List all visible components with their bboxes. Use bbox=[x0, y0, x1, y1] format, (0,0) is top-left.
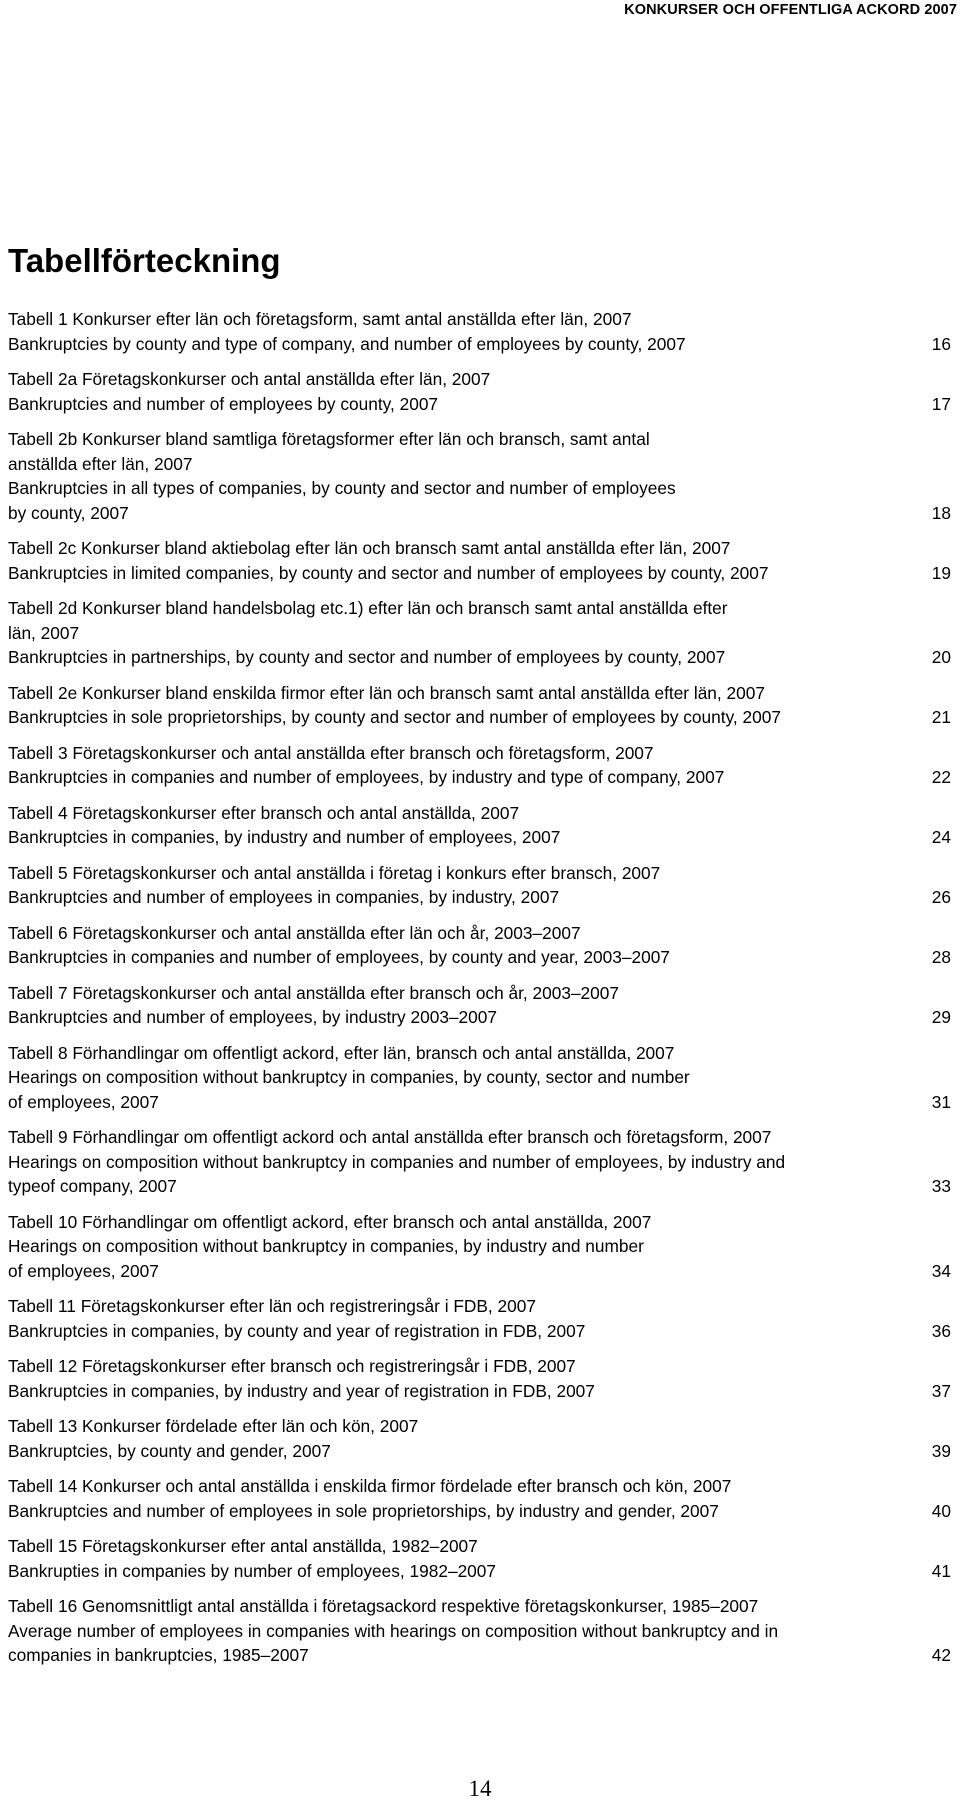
toc-entry-line: Bankrupties in companies by number of employees, 1982–2007 bbox=[8, 1560, 497, 1581]
toc-entry[interactable] bbox=[8, 307, 953, 356]
toc-entry[interactable] bbox=[8, 921, 953, 970]
toc-entry-line: Tabell 4 Företagskonkurser efter bransch och antal anställda, 2007 bbox=[8, 802, 520, 823]
toc-entry-page-number: 39 bbox=[931, 1440, 951, 1461]
toc-entry[interactable] bbox=[8, 1594, 953, 1668]
toc-entry-line: Bankruptcies and number of employees, by industry 2003–2007 bbox=[8, 1007, 497, 1027]
toc-entry-line: Tabell 14 Konkurser och antal anställda i enskilda firmor fördelade efter bransch och kön, 2007 bbox=[8, 1476, 732, 1496]
toc-entry-line: Average number of employees in companies with hearings on composition without bankruptcy and in bbox=[8, 1620, 779, 1641]
toc-entry-line: Tabell 2c Konkurser bland aktiebolag efter län och bransch samt antal anställda efter län, 2007 bbox=[8, 538, 731, 558]
toc-entry[interactable] bbox=[8, 1041, 953, 1115]
toc-entry-line: Hearings on composition without bankruptcy in companies, by county, sector and number bbox=[8, 1067, 690, 1087]
toc-entry-line: Bankruptcies in companies, by county and year of registration in FDB, 2007 bbox=[8, 1320, 586, 1341]
toc-entry-line: Tabell 16 Genomsnittligt antal anställda i företagsackord respektive företagskonkurser, 1985–2007 bbox=[8, 1596, 759, 1616]
toc-entry-line: Tabell 5 Företagskonkurser och antal anställda i företag i konkurs efter bransch, 2007 bbox=[8, 862, 661, 883]
page-title: Tabellförteckning bbox=[8, 242, 281, 279]
page-number: 14 bbox=[468, 1776, 492, 1801]
toc-entry-line: Bankruptcies in companies and number of employees, by county and year, 2003–2007 bbox=[8, 947, 670, 967]
toc-entry-page-number: 42 bbox=[931, 1645, 951, 1665]
toc-entry[interactable] bbox=[8, 741, 953, 790]
toc-entry-page-number: 36 bbox=[931, 1320, 951, 1341]
toc-entry-page-number: 31 bbox=[931, 1091, 951, 1112]
toc-entry-page-number: 40 bbox=[931, 1500, 951, 1521]
toc-entry-line: Tabell 1 Konkurser efter län och företagsform, samt antal anställda efter län, 2007 bbox=[8, 309, 632, 329]
toc-entry-line: Tabell 8 Förhandlingar om offentligt ackord, efter län, bransch och antal anställda, 2007 bbox=[8, 1042, 675, 1063]
toc-entry-line: Tabell 10 Förhandlingar om offentligt ackord, efter bransch och antal anställda, 2007 bbox=[8, 1211, 652, 1232]
toc-entry-line: companies in bankruptcies, 1985–2007 bbox=[8, 1645, 309, 1665]
toc-entry-line: Bankruptcies in sole proprietorships, by county and sector and number of employees by county, 2007 bbox=[8, 707, 781, 727]
toc-entry-page-number: 17 bbox=[931, 393, 951, 414]
toc-entry-page-number: 37 bbox=[931, 1380, 951, 1401]
toc-entry-line: Tabell 15 Företagskonkurser efter antal anställda, 1982–2007 bbox=[8, 1536, 478, 1556]
toc-entry[interactable] bbox=[8, 861, 953, 910]
toc-entry-page-number: 20 bbox=[931, 647, 951, 667]
toc-entry-page-number: 41 bbox=[931, 1560, 951, 1581]
toc-entry[interactable] bbox=[8, 1534, 953, 1583]
table-of-contents bbox=[8, 307, 953, 1679]
toc-entry-line: Tabell 13 Konkurser fördelade efter län och kön, 2007 bbox=[8, 1416, 419, 1436]
toc-entry-line: län, 2007 bbox=[8, 622, 80, 643]
toc-entry-page-number: 19 bbox=[931, 562, 951, 583]
toc-entry-page-number: 24 bbox=[931, 827, 951, 847]
toc-entry-line: Bankruptcies by county and type of company, and number of employees by county, 2007 bbox=[8, 333, 686, 354]
toc-entry-page-number: 34 bbox=[931, 1260, 951, 1281]
toc-entry-line: Hearings on composition without bankruptcy in companies and number of employees, by industry and bbox=[8, 1151, 786, 1172]
toc-entry-line: Bankruptcies in companies, by industry and number of employees, 2007 bbox=[8, 827, 561, 847]
toc-entry[interactable] bbox=[8, 1210, 953, 1284]
toc-entry-line: Bankruptcies in all types of companies, by county and sector and number of employees bbox=[8, 478, 676, 498]
toc-entry-page-number: 21 bbox=[931, 707, 951, 727]
toc-entry-page-number: 29 bbox=[931, 1007, 951, 1027]
toc-entry[interactable] bbox=[8, 536, 953, 585]
toc-entry[interactable] bbox=[8, 367, 953, 416]
toc-entry-line: of employees, 2007 bbox=[8, 1260, 159, 1281]
toc-entry-page-number: 33 bbox=[931, 1176, 951, 1196]
toc-entry-line: Tabell 9 Förhandlingar om offentligt ackord och antal anställda efter bransch och företagsform, 2007 bbox=[8, 1127, 772, 1147]
toc-entry[interactable] bbox=[8, 801, 953, 850]
toc-entry-line: Bankruptcies in limited companies, by county and sector and number of employees by county, 2007 bbox=[8, 562, 769, 583]
toc-entry[interactable] bbox=[8, 1414, 953, 1463]
toc-entry-line: Tabell 12 Företagskonkurser efter bransch och registreringsår i FDB, 2007 bbox=[8, 1356, 576, 1376]
toc-entry-line: of employees, 2007 bbox=[8, 1091, 159, 1112]
toc-entry-line: Bankruptcies and number of employees in companies, by industry, 2007 bbox=[8, 887, 560, 907]
toc-entry-line: Tabell 2a Företagskonkurser och antal anställda efter län, 2007 bbox=[8, 369, 491, 389]
toc-entry-line: Bankruptcies in companies and number of employees, by industry and type of company, 2007 bbox=[8, 767, 725, 787]
toc-entry-line: Tabell 11 Företagskonkurser efter län och registreringsår i FDB, 2007 bbox=[8, 1296, 536, 1316]
toc-entry-line: Bankruptcies and number of employees by county, 2007 bbox=[8, 393, 439, 414]
toc-entry-line: Tabell 2b Konkurser bland samtliga företagsformer efter län och bransch, samt antal bbox=[8, 429, 650, 449]
running-header: KONKURSER OCH OFFENTLIGA ACKORD 2007 bbox=[624, 2, 957, 18]
toc-entry[interactable] bbox=[8, 1474, 953, 1523]
toc-entry[interactable] bbox=[8, 1125, 953, 1199]
toc-entry-page-number: 22 bbox=[931, 767, 951, 787]
toc-entry-line: Hearings on composition without bankruptcy in companies, by industry and number bbox=[8, 1236, 644, 1256]
toc-entry[interactable] bbox=[8, 1354, 953, 1403]
toc-entry-page-number: 26 bbox=[931, 887, 951, 907]
toc-entry-line: Tabell 2d Konkurser bland handelsbolag etc.1) efter län och bransch samt antal anställda efter bbox=[8, 598, 728, 618]
toc-entry-line: Bankruptcies in partnerships, by county and sector and number of employees by county, 2007 bbox=[8, 647, 726, 667]
toc-entry-line: Tabell 2e Konkurser bland enskilda firmor efter län och bransch samt antal anställda efter län, 2007 bbox=[8, 682, 765, 703]
toc-entry-line: Tabell 3 Företagskonkurser och antal anställda efter bransch och företagsform, 2007 bbox=[8, 742, 654, 763]
toc-entry-line: anställda efter län, 2007 bbox=[8, 453, 193, 474]
toc-entry[interactable] bbox=[8, 681, 953, 730]
toc-entry[interactable] bbox=[8, 981, 953, 1030]
toc-entry-line: Bankruptcies and number of employees in sole proprietorships, by industry and gender, 2007 bbox=[8, 1500, 719, 1521]
toc-entry-page-number: 28 bbox=[931, 947, 951, 967]
toc-entry-line: Tabell 6 Företagskonkurser och antal anställda efter län och år, 2003–2007 bbox=[8, 922, 581, 943]
toc-entry-page-number: 16 bbox=[931, 333, 951, 354]
toc-entry-line: Tabell 7 Företagskonkurser och antal anställda efter bransch och år, 2003–2007 bbox=[8, 982, 619, 1003]
toc-entry[interactable] bbox=[8, 1294, 953, 1343]
toc-entry[interactable] bbox=[8, 427, 953, 525]
toc-entry[interactable] bbox=[8, 596, 953, 670]
toc-entry-page-number: 18 bbox=[931, 502, 951, 523]
toc-entry-line: Bankruptcies, by county and gender, 2007 bbox=[8, 1440, 331, 1461]
toc-entry-line: typeof company, 2007 bbox=[8, 1176, 177, 1196]
toc-entry-line: Bankruptcies in companies, by industry and year of registration in FDB, 2007 bbox=[8, 1380, 595, 1401]
toc-entry-line: by county, 2007 bbox=[8, 502, 129, 523]
